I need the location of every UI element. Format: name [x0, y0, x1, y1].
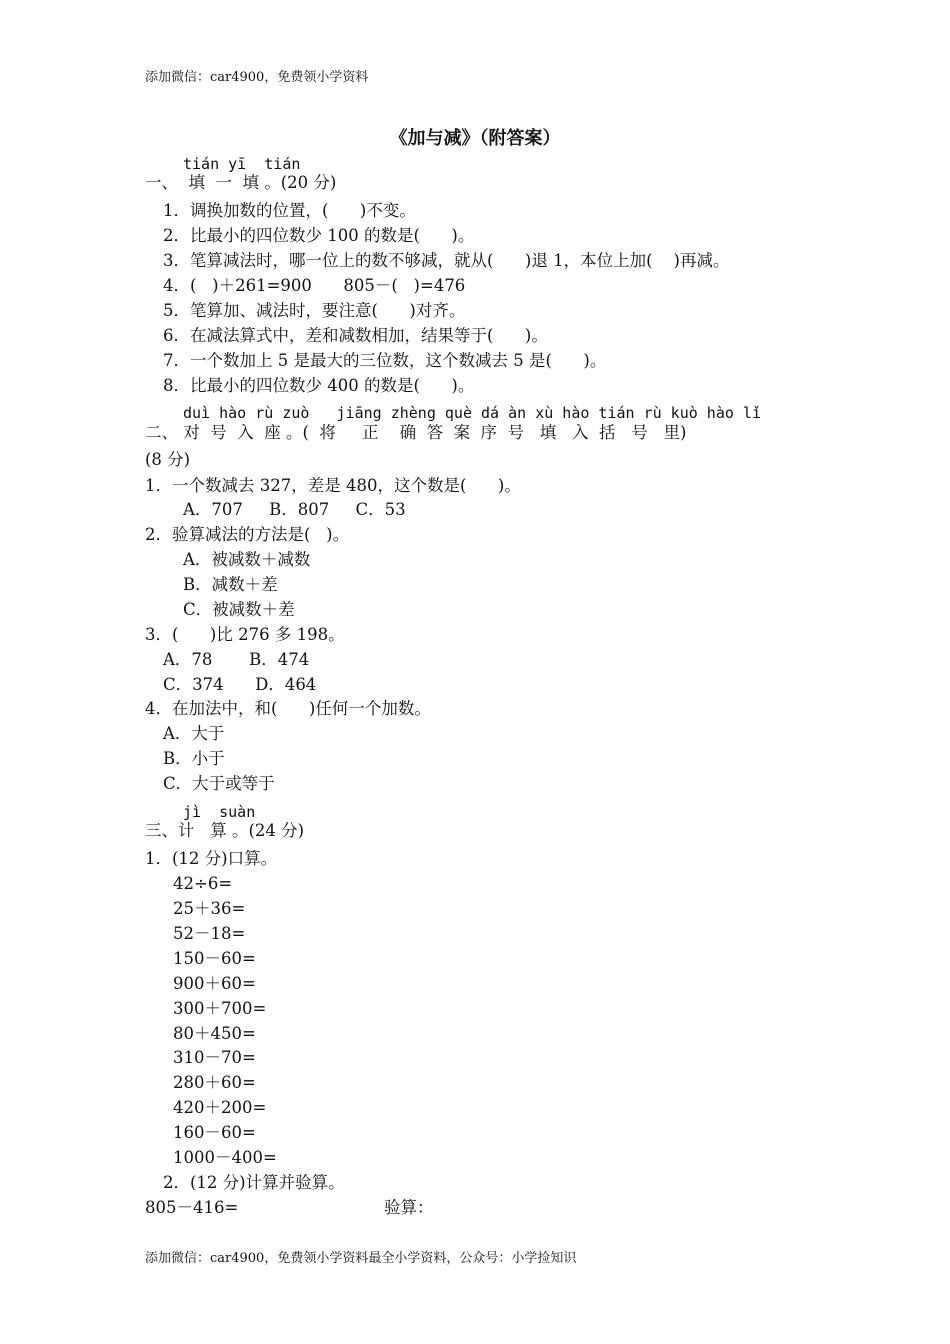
oral-calc-item: 280＋60=: [173, 1073, 256, 1092]
section1-item: 1．调换加数的位置，( )不变。: [163, 201, 416, 220]
section1-item: 8．比最小的四位数少 400 的数是( )。: [163, 376, 475, 395]
oral-calc-item: 42÷6=: [173, 874, 233, 893]
section2-pinyin: duì hào rù zuò jiāng zhèng què dá àn xù hào tián rù kuò hào lǐ: [183, 404, 761, 422]
oral-calc-item: 1000－400=: [173, 1148, 277, 1167]
section1-item: 5．笔算加、减法时，要注意( )对齐。: [163, 301, 466, 320]
section2-question: 3．( )比 276 多 198。: [145, 625, 345, 644]
question-option: C．大于或等于: [163, 774, 275, 793]
question-option: A．被减数＋减数: [183, 550, 311, 569]
question-option: B．小于: [163, 749, 225, 768]
section2-question: 2．验算减法的方法是( )。: [145, 525, 350, 544]
section3-pinyin: jì suàn: [183, 803, 256, 821]
question-option: A．707 B．807 C．53: [183, 500, 406, 519]
oral-calc-item: 160－60=: [173, 1123, 256, 1142]
section2-question: 4．在加法中，和( )任何一个加数。: [145, 699, 431, 718]
calc-expression: 805－416=: [145, 1198, 239, 1217]
question-option: B．减数＋差: [183, 575, 278, 594]
section1-item: 4．( )＋261=900 805－( )=476: [163, 276, 466, 295]
question-option: A．78 B．474: [163, 650, 310, 669]
check-label: 验算：: [384, 1198, 434, 1217]
header-note: 添加微信：car4900，免费领小学资料: [145, 70, 369, 85]
oral-calc-item: 25＋36=: [173, 899, 246, 918]
section1-item: 6．在减法算式中，差和减数相加，结果等于( )。: [163, 326, 548, 345]
question-option: C．被减数＋差: [183, 600, 295, 619]
section3-q1-title: 1．(12 分)口算。: [145, 849, 278, 868]
oral-calc-item: 300＋700=: [173, 999, 267, 1018]
section2-points: (8 分): [145, 450, 191, 469]
oral-calc-item: 310－70=: [173, 1048, 256, 1067]
oral-calc-item: 900＋60=: [173, 974, 256, 993]
section2-heading: 二、 对 号 入 座 。( 将 正 确 答 案 序 号 填 入 括 号 里): [145, 423, 687, 442]
section1-heading: 一、 填 一 填 。(20 分): [145, 173, 337, 192]
question-option: C．374 D．464: [163, 675, 317, 694]
section1-item: 7．一个数加上 5 是最大的三位数，这个数减去 5 是( )。: [163, 351, 607, 370]
oral-calc-item: 80＋450=: [173, 1024, 256, 1043]
section1-item: 2．比最小的四位数少 100 的数是( )。: [163, 226, 475, 245]
section3-q2-title: 2．(12 分)计算并验算。: [163, 1173, 345, 1192]
question-option: A．大于: [163, 724, 225, 743]
oral-calc-item: 150－60=: [173, 949, 256, 968]
section2-question: 1．一个数减去 327，差是 480，这个数是( )。: [145, 476, 521, 495]
section3-heading: 三、计 算 。(24 分): [145, 821, 305, 840]
section1-item: 3．笔算减法时，哪一位上的数不够减，就从( )退 1，本位上加( )再减。: [163, 251, 730, 270]
page-title: 《加与减》（附答案）: [389, 128, 561, 149]
oral-calc-item: 420＋200=: [173, 1098, 267, 1117]
oral-calc-item: 52－18=: [173, 924, 246, 943]
section1-pinyin: tián yī tián: [183, 155, 301, 173]
footer-note: 添加微信：car4900，免费领小学资料最全小学资料，公众号：小学捡知识: [145, 1251, 577, 1266]
